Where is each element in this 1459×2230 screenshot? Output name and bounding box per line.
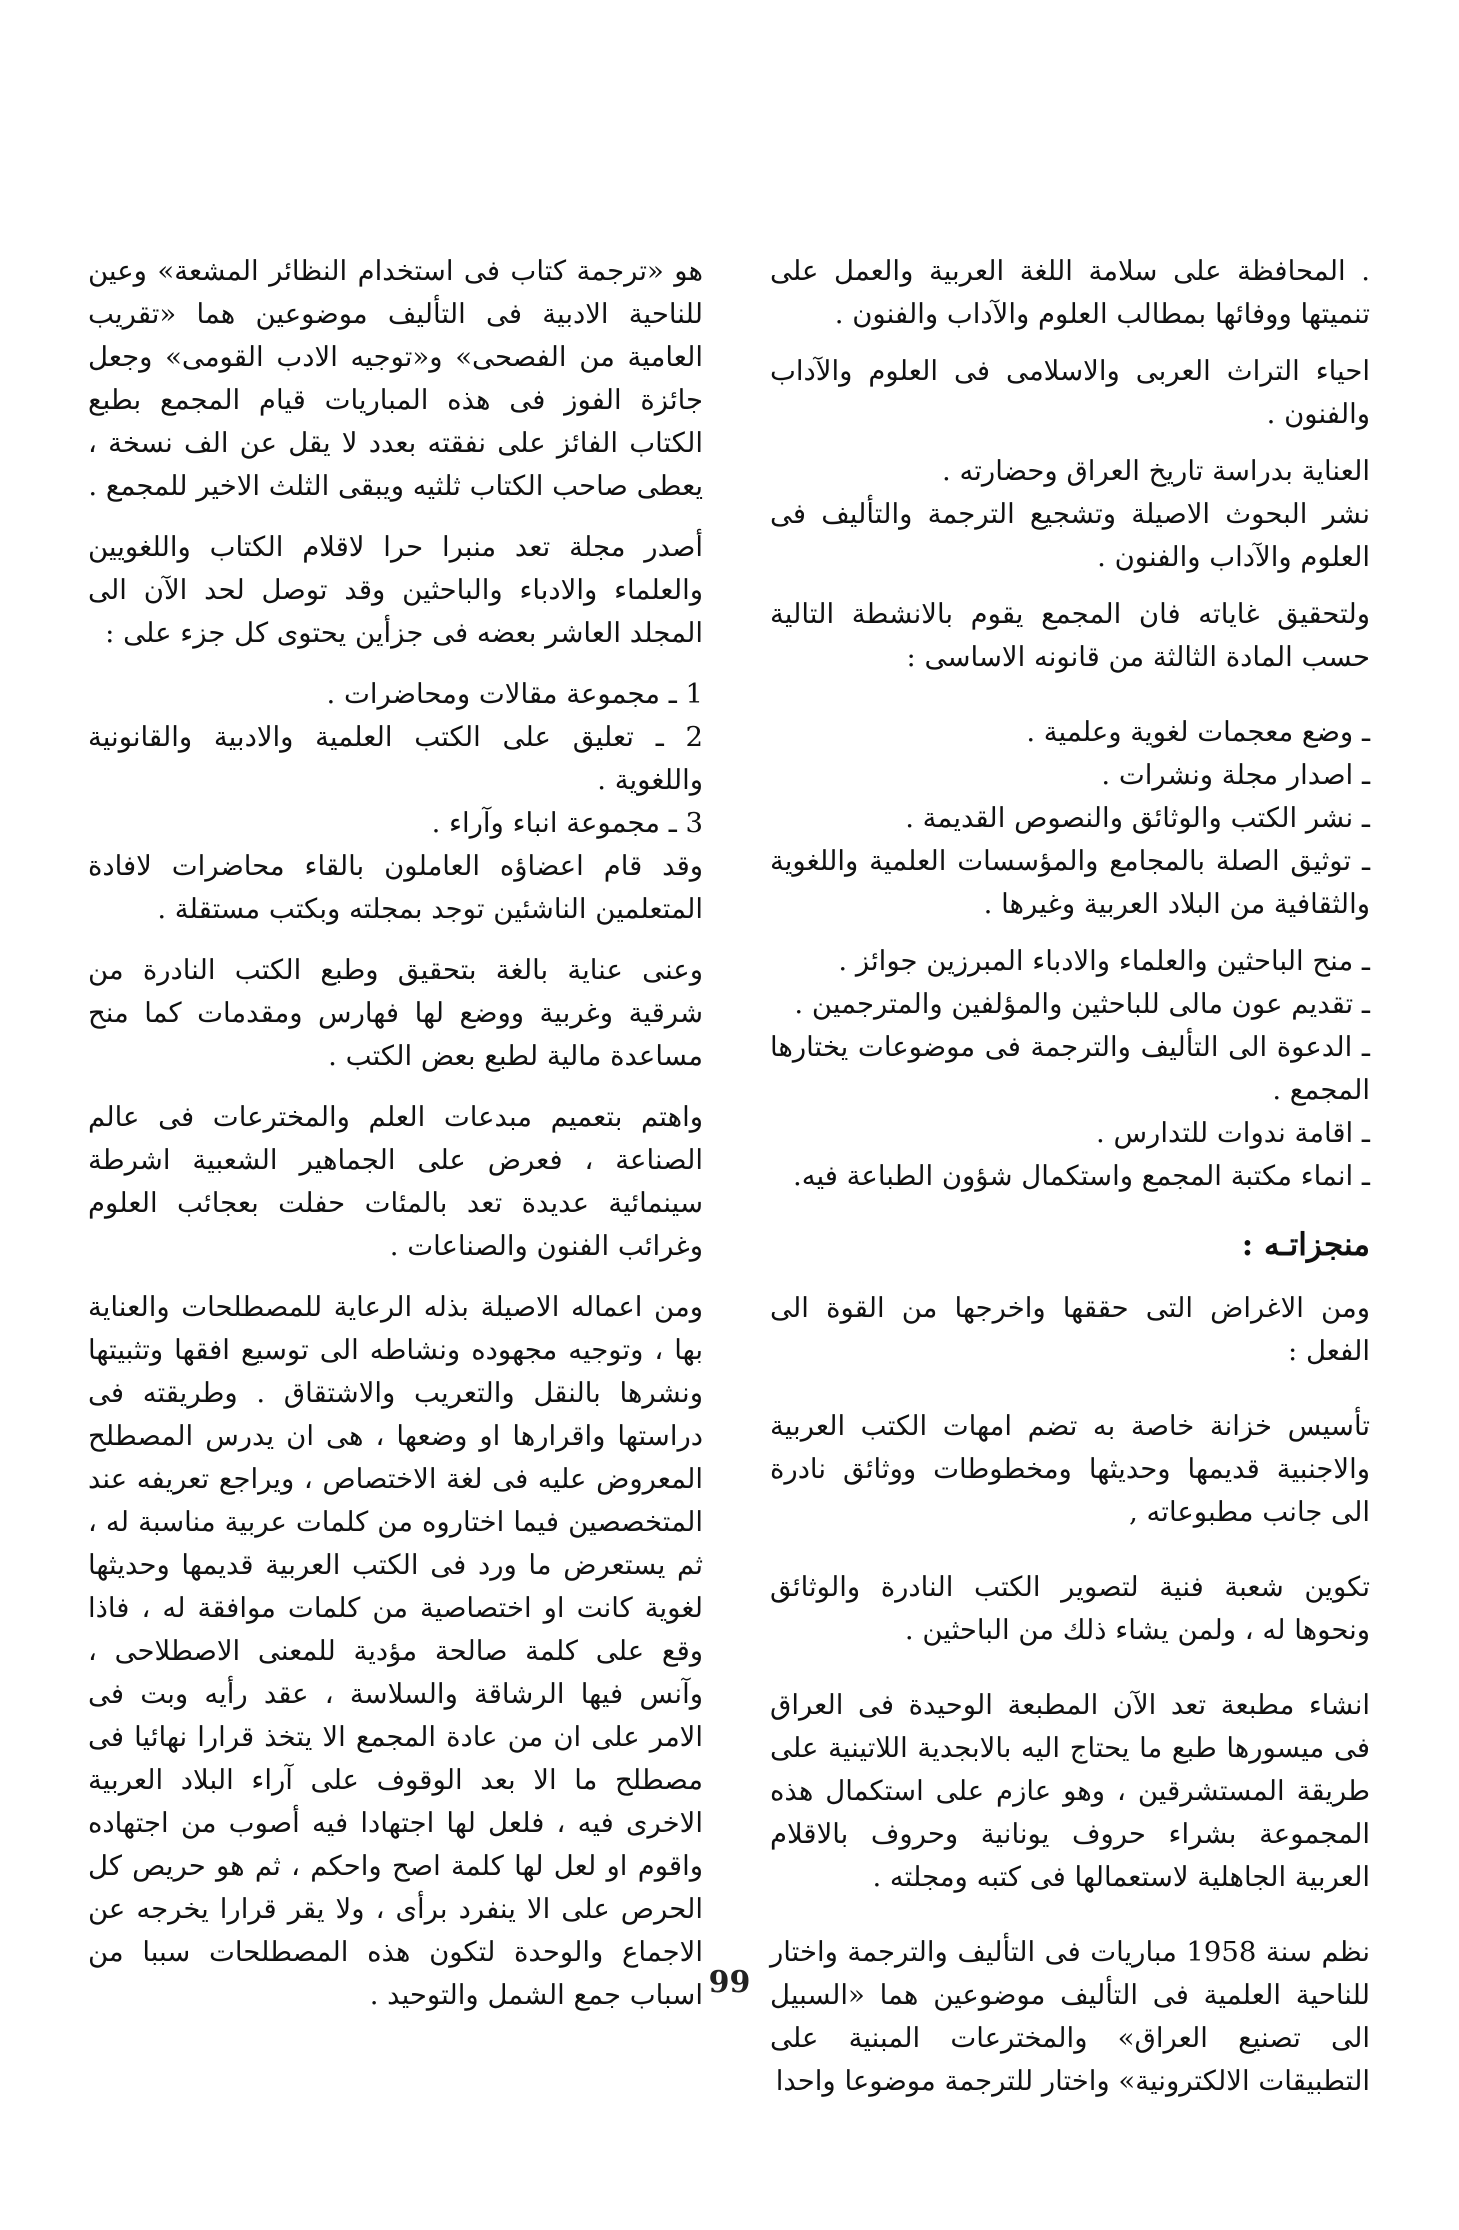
body-paragraph: أصدر مجلة تعد منبرا حرا لاقلام الكتاب واللغويين والعلماء والادباء والباحثين وقد توصل لحد الآن الى المجلد العاشر بعضه فى جزأين يحتوى كل جزء على : [88, 531, 703, 649]
activity-item: ـ نشر الكتب والوثائق والنصوص القديمة . [905, 802, 1370, 834]
activity-item: ـ تقديم عون مالى للباحثين والمؤلفين والمترجمين . [794, 988, 1370, 1020]
achievement-paragraph: تكوين شعبة فنية لتصوير الكتب النادرة والوثائق ونحوها له ، ولمن يشاء ذلك من الباحثين . [770, 1571, 1370, 1646]
goal-item: نشر البحوث الاصيلة وتشجيع الترجمة والتأليف فى العلوم والآداب والفنون . [770, 498, 1370, 573]
numbered-item: 1 ـ مجموعة مقالات ومحاضرات . [326, 678, 703, 710]
activity-item: ـ منح الباحثين والعلماء والادباء المبرزين جوائز . [838, 945, 1370, 977]
activity-item: ـ توثيق الصلة بالمجامع والمؤسسات العلمية واللغوية والثقافية من البلاد العربية وغيرها . [770, 845, 1370, 920]
right-column [770, 250, 1370, 2121]
goal-item: العناية بدراسة تاريخ العراق وحضارته . [942, 455, 1370, 487]
section-heading: منجزاتـه : [1241, 1227, 1370, 1263]
goal-item: احياء التراث العربى والاسلامى فى العلوم والآداب والفنون . [770, 355, 1370, 430]
goal-item: . المحافظة على سلامة اللغة العربية والعمل على تنميتها ووفائها بمطالب العلوم والآداب والفنون . [770, 255, 1370, 330]
numbered-item: 2 ـ تعليق على الكتب العلمية والادبية والقانونية واللغوية . [88, 721, 703, 796]
body-paragraph: واهتم بتعميم مبدعات العلم والمخترعات فى عالم الصناعة ، فعرض على الجماهير الشعبية اشرطة سينمائية عديدة تعد بالمئات حفلت بعجائب العلوم وغرائب الفنون والصناعات . [88, 1101, 703, 1262]
activity-item: ـ اصدار مجلة ونشرات . [1101, 759, 1370, 791]
body-paragraph: وقد قام اعضاؤه العاملون بالقاء محاضرات لافادة المتعلمين الناشئين توجد بمجلته وبكتب مستقلة . [88, 850, 703, 925]
body-paragraph: وعنى عناية بالغة بتحقيق وطبع الكتب النادرة من شرقية وغربية ووضع لها فهارس ومقدمات كما منح مساعدة مالية لطبع بعض الكتب . [88, 954, 703, 1072]
activity-item: ـ الدعوة الى التأليف والترجمة فى موضوعات يختارها المجمع . [770, 1031, 1370, 1106]
activities-intro: ولتحقيق غاياته فان المجمع يقوم بالانشطة التالية حسب المادة الثالثة من قانونه الاساسى : [770, 598, 1370, 673]
left-column [88, 250, 703, 2035]
achievement-paragraph: تأسيس خزانة خاصة به تضم امهات الكتب العربية والاجنبية قديمها وحديثها ومخطوطات ووثائق نادرة الى جانب مطبوعاته , [770, 1410, 1370, 1528]
achievement-paragraph: ومن الاغراض التى حققها واخرجها من القوة الى الفعل : [770, 1292, 1370, 1367]
achievement-paragraph: انشاء مطبعة تعد الآن المطبعة الوحيدة فى العراق فى ميسورها طبع ما يحتاج اليه بالابجدية اللاتينية على طريقة المستشرقين ، وهو عازم على استكمال هذه المجموعة بشراء حروف يونانية وحروف بالاقلام العربية الجاهلية لاستعمالها فى كتبه ومجلته . [770, 1689, 1370, 1893]
numbered-item: 3 ـ مجموعة انباء وآراء . [431, 807, 703, 839]
achievement-paragraph: نظم سنة 1958 مباريات فى التأليف والترجمة واختار للناحية العلمية فى التأليف موضوعين هما «السبيل الى تصنيع العراق» والمخترعات المبنية على التطبيقات الالكترونية» واختار للترجمة موضوعا واحدا [770, 1936, 1370, 2097]
body-paragraph: هو «ترجمة كتاب فى استخدام النظائر المشعة» وعين للناحية الادبية فى التأليف موضوعين هما «تقريب العامية من الفصحى» و«توجيه الادب القومى» وجعل جائزة الفوز فى هذه المباريات قيام المجمع بطبع الكتاب الفائز على نفقته بعدد لا يقل عن الف نسخة ، يعطى صاحب الكتاب ثلثيه ويبقى الثلث الاخير للمجمع . [88, 255, 703, 502]
body-paragraph: ومن اعماله الاصيلة بذله الرعاية للمصطلحات والعناية بها ، وتوجيه مجهوده ونشاطه الى توسيع افقها وتثبيتها ونشرها بالنقل والتعريب والاشتقاق . وطريقته فى دراستها واقرارها او وضعها ، هى ان يدرس المصطلح المعروض عليه فى لغة الاختصاص ، ويراجع تعريفه عند المتخصصين فيما اختاروه من كلمات عربية مناسبة له ، ثم يستعرض ما ورد فى الكتب العربية قديمها وحديثها لغوية كانت او اختصاصية من كلمات موافقة له ، فاذا وقع على كلمة صالحة مؤدية للمعنى الاصطلاحى ، وآنس فيها الرشاقة والسلاسة ، عقد رأيه وبت فى الامر على ان من عادة المجمع الا يتخذ قرارا نهائيا فى مصطلح ما الا بعد الوقوف على آراء البلاد العربية الاخرى فيه ، فلعل لها اجتهادا فيه أصوب من اجتهاده واقوم او لعل لها كلمة اصح واحكم ، ثم هو حريص كل الحرص على الا ينفرد برأى ، ولا يقر قرارا يخرجه عن الاجماع والوحدة لتكون هذه المصطلحات سببا من اسباب جمع الشمل والتوحيد . [88, 1291, 703, 2011]
activity-item: ـ اقامة ندوات للتدارس . [1095, 1117, 1370, 1149]
activity-item: ـ وضع معجمات لغوية وعلمية . [1026, 716, 1370, 748]
page-number: 99 [708, 1965, 751, 2000]
activity-item: ـ انماء مكتبة المجمع واستكمال شؤون الطباعة فيه. [793, 1160, 1370, 1192]
